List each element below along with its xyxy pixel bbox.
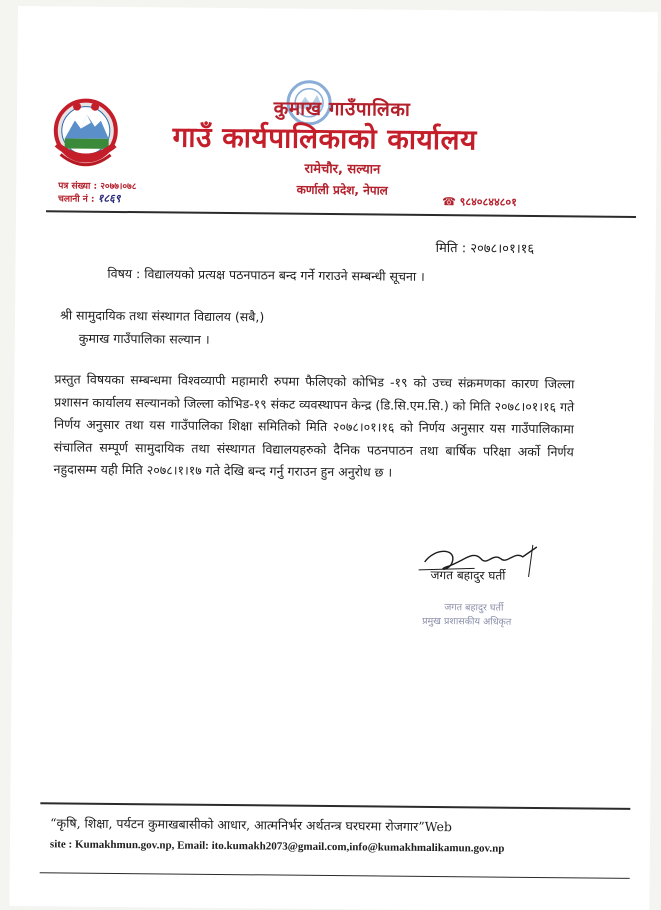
province-line: कर्णाली प्रदेश, नेपाल	[296, 182, 388, 198]
signatory-name: जगत बहादुर घर्ती	[430, 567, 506, 583]
chalani-label	[58, 190, 121, 206]
letter-subject: विषय : विद्यालयको प्रत्यक्ष पठनपाठन बन्द गर्ने गराउने सम्बन्धी सूचना ।	[107, 265, 425, 284]
office-title: गाउँ कार्यपालिकाको कार्यालय	[172, 120, 478, 157]
footer-slogan: “कृषि, शिक्षा, पर्यटन कुमाखबासीको आधार, आत्मनिर्भर अर्थतन्त्र घरघरमा रोजगार”Web	[50, 815, 452, 835]
recipient-line-1: श्री सामुदायिक तथा संस्थागत विद्यालय (सबै,)	[59, 307, 265, 325]
recipient-line-2: कुमाख गाउँपालिका सल्यान ।	[78, 330, 210, 347]
letter-body: प्रस्तुत विषयका सम्बन्धमा विश्वव्यापी महामारी रुपमा फैलिएको कोभिड -१९ को उच्च संक्रमणका कारण जिल्ला प्रशासन कार्यालय सल्यानको जिल्ला कोभिड-१९ संकट व्यवस्थापन केन्द्र (डि.सि.एम.सि.) को मिति २०७८।०१।१६ गते निर्णय अनुसार तथा यस गाउँपालिका शिक्षा समितिको मिति २०७८।०१।१६ को निर्णय अनुसार यस गाउँपालिकामा संचालित सम्पूर्ण सामुदायिक तथा संस्थागत विद्यालयहरुको दैनिक पठनपाठन तथा बार्षिक परिक्षा अर्को निर्णय नहुदासम्म यही मिति २०७८।१।१७ गते देखि बन्द गर्नु गराउन हुन अनुरोध छ ।	[53, 371, 575, 480]
municipality-name: कुमाख गाउँपालिका	[273, 97, 411, 121]
footer-contact: site : Kumakhmun.gov.np, Email: ito.kumakh2073@gmail.com,info@kumakhmalikamun.gov.np	[49, 838, 505, 855]
chalani-number: १८६९	[97, 191, 121, 205]
footer-divider	[40, 802, 630, 810]
letter-sheet	[9, 6, 658, 910]
header-divider	[46, 210, 636, 218]
footer-bottom-rule	[40, 872, 630, 879]
stamp-name: जगत बहादुर घर्ती	[444, 602, 504, 614]
stamp-designation: प्रमुख प्रशासकीय अधिकृत	[422, 615, 512, 628]
chalani-label-text: चलानी नं :	[58, 194, 95, 205]
office-location: रामेचौर, सल्यान	[304, 161, 381, 178]
letter-date: मिति : २०७८।०१।१६	[435, 241, 535, 257]
phone-number: ☎ ९८४०८४४८०१	[442, 195, 517, 209]
patra-sankhya: पत्र संख्या : २०७७।०७८	[58, 181, 137, 193]
